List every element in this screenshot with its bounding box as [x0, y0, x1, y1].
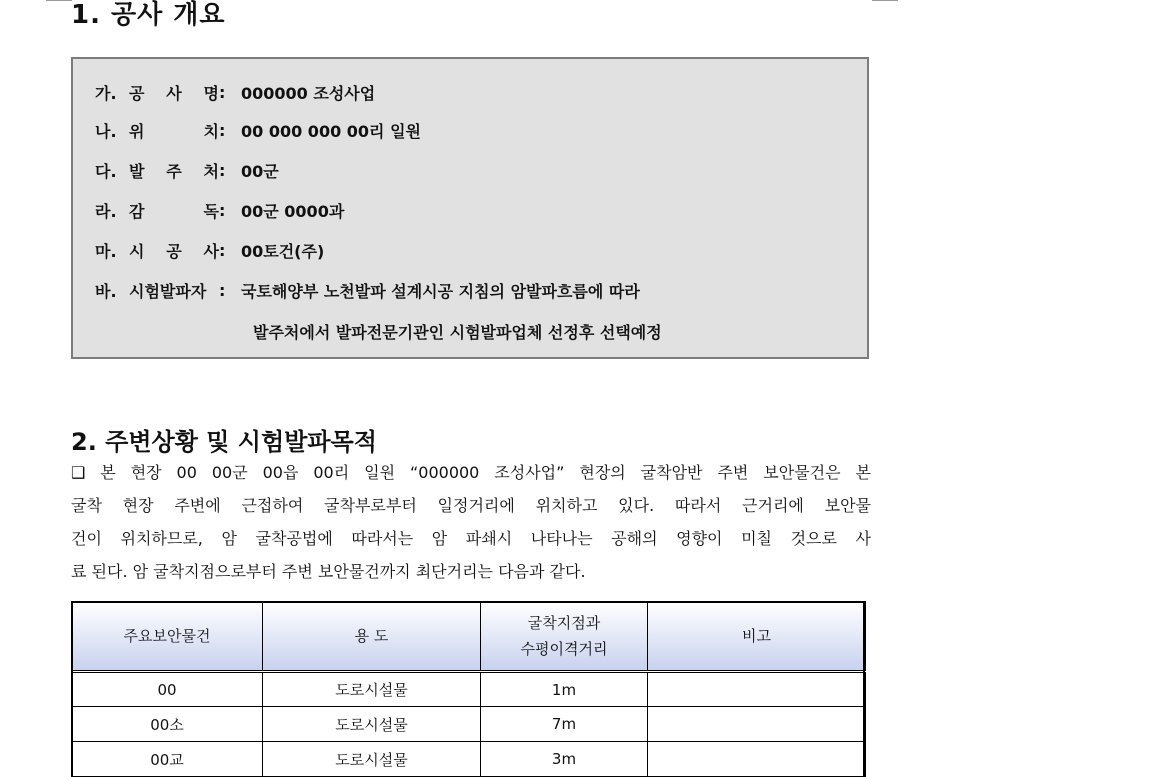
overview-label: 감 독 [129, 201, 219, 221]
paragraph-line: 건이 위치하므로, 암 굴착공법에 따라서는 암 파쇄시 나타나는 공해의 영향이 미칠 것으로 사 [71, 529, 871, 548]
cell-use: 도로시설물 [263, 742, 481, 777]
overview-mark: 나. [95, 121, 117, 141]
overview-row-client [95, 159, 279, 181]
header-use: 용 도 [263, 602, 481, 672]
overview-mark: 라. [95, 201, 117, 221]
table-row [72, 707, 866, 742]
overview-value: 00군 [241, 161, 279, 181]
cell-note [648, 672, 866, 707]
overview-colon: : [219, 200, 226, 220]
cell-distance: 7m [481, 707, 648, 742]
project-overview-box [71, 57, 869, 359]
overview-value: 000000 조성사업 [241, 83, 376, 103]
overview-row-supervision [95, 199, 344, 221]
overview-mark: 가. [95, 83, 117, 103]
page-header-rule-left [46, 0, 72, 1]
overview-row-test-blaster [95, 279, 640, 301]
cell-object: 00교 [72, 742, 263, 777]
cell-note [648, 742, 866, 777]
protected-objects-table [71, 601, 866, 777]
cell-use: 도로시설물 [263, 672, 481, 707]
section-1-title: 1. 공사 개요 [71, 0, 226, 30]
overview-colon: : [219, 280, 226, 300]
paragraph-line: 굴착 현장 주변에 근접하여 굴착부로부터 일정거리에 위치하고 있다. 따라서 근거리에 보안물 [71, 496, 871, 515]
header-distance: 굴착지점과 수평이격거리 [481, 602, 648, 672]
overview-value: 00 000 000 00리 일원 [241, 121, 421, 141]
paragraph-line: ❑ 본 현장 00 00군 00읍 00리 일원 “000000 조성사업” 현장의 굴착암반 주변 보안물건은 본 [71, 463, 871, 482]
cell-object: 00 [72, 672, 263, 707]
overview-colon: : [219, 120, 226, 140]
overview-row-location [95, 119, 421, 141]
table-row [72, 672, 866, 707]
header-protected-object: 주요보안물건 [72, 602, 263, 672]
cell-object: 00소 [72, 707, 263, 742]
overview-row-contractor [95, 239, 324, 261]
cell-distance: 1m [481, 672, 648, 707]
overview-colon: : [219, 82, 226, 102]
header-note: 비고 [648, 602, 866, 672]
overview-colon: : [219, 240, 226, 260]
overview-row-name [95, 81, 375, 103]
overview-mark: 마. [95, 241, 117, 261]
overview-value: 국토해양부 노천발파 설계시공 지침의 암발파흐름에 따라 [241, 281, 640, 301]
overview-colon: : [219, 160, 226, 180]
cell-use: 도로시설물 [263, 707, 481, 742]
overview-mark: 다. [95, 161, 117, 181]
overview-label: 공 사 명 [129, 83, 219, 103]
overview-mark: 바. [95, 281, 117, 301]
cell-note [648, 707, 866, 742]
overview-label: 시험발파자 [129, 281, 207, 301]
table-row [72, 742, 866, 777]
table-header-row [72, 602, 866, 672]
overview-label: 시 공 사 [129, 241, 219, 261]
paragraph-line: 료 된다. 암 굴착지점으로부터 주변 보안물건까지 최단거리는 다음과 같다. [71, 562, 586, 581]
cell-distance: 3m [481, 742, 648, 777]
page-header-rule-right [872, 0, 898, 1]
overview-value: 00토건(주) [241, 241, 325, 261]
overview-label: 발 주 처 [129, 161, 219, 181]
overview-label: 위 치 [129, 121, 219, 141]
overview-continuation-text: 발주처에서 발파전문기관인 시험발파업체 선정후 선택예정 [253, 323, 662, 342]
overview-value: 00군 0000과 [241, 201, 345, 221]
section-2-title: 2. 주변상황 및 시험발파목적 [71, 428, 377, 456]
